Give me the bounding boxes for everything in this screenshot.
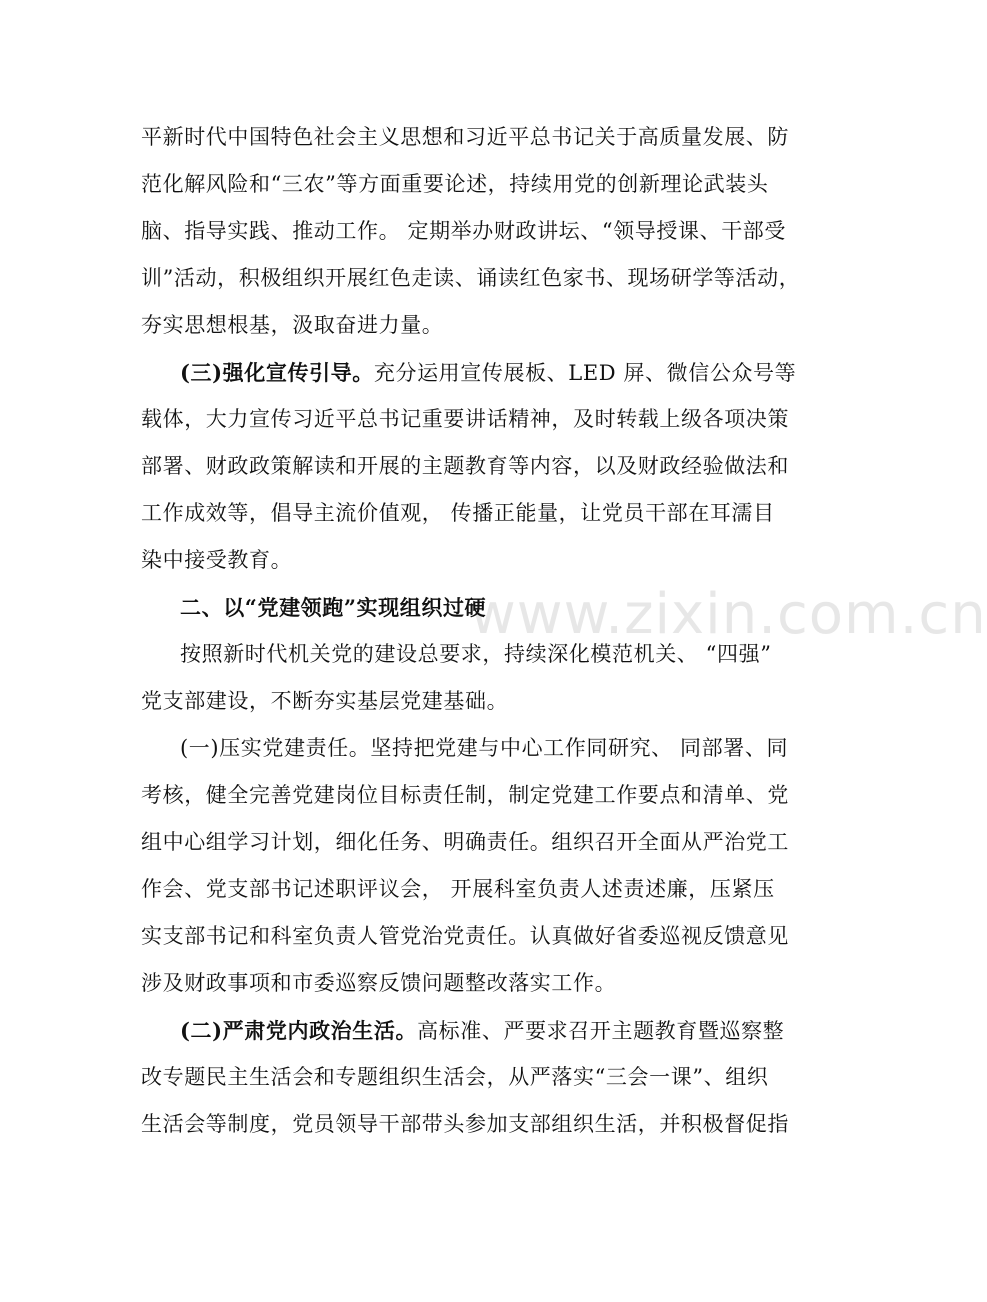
paragraph-heading: (三)强化宣传引导。 xyxy=(180,360,374,385)
text-line: 生活会等制度，党员领导干部带头参加支部组织生活，并积极督促指 xyxy=(141,1112,789,1136)
paragraph-publicity xyxy=(141,349,797,584)
paragraph-political-life xyxy=(141,1007,791,1148)
text-line: 党支部建设，不断夯实基层党建基础。 xyxy=(141,689,509,713)
paragraph-party-responsibility xyxy=(141,725,791,1007)
text-line: 载体，大力宣传习近平总书记重要讲话精神，及时转载上级各项决策 xyxy=(141,407,789,431)
paragraph-text: 高标准、严要求召开主题教育暨巡察整 xyxy=(417,1019,785,1043)
section-title: 二、以“党建领跑”实现组织过硬 xyxy=(180,595,487,620)
text-line: 实支部书记和科室负责人管党治党责任。认真做好省委巡视反馈意见 xyxy=(141,924,789,948)
text-line: 涉及财政事项和市委巡察反馈问题整改落实工作。 xyxy=(141,971,617,995)
paragraph-theory-study xyxy=(141,114,801,349)
text-line: 染中接受教育。 xyxy=(141,548,293,572)
text-line: 作会、党支部书记述职评议会， 开展科室负责人述责述廉，压紧压 xyxy=(141,877,775,901)
paragraph-heading: (二)严肃党内政治生活。 xyxy=(180,1018,418,1043)
text-line: 范化解风险和“三农”等方面重要论述，持续用党的创新理论武装头 xyxy=(141,172,769,196)
text-line: 夯实思想根基，汲取奋进力量。 xyxy=(141,313,444,337)
text-line: 考核，健全完善党建岗位目标责任制，制定党建工作要点和清单、党 xyxy=(141,783,789,807)
text-line: 脑、指导实践、推动工作。 定期举办财政讲坛、“领导授课、干部受 xyxy=(141,219,787,243)
paragraph-text: 充分运用宣传展板、LED 屏、微信公众号等 xyxy=(373,361,797,385)
text-line: 按照新时代机关党的建设总要求，持续深化模范机关、 “四强” xyxy=(180,642,772,666)
text-line: 工作成效等，倡导主流价值观， 传播正能量，让党员干部在耳濡目 xyxy=(141,501,775,525)
text-line: 改专题民主生活会和专题组织生活会，从严落实“三会一课”、组织 xyxy=(141,1065,769,1089)
text-line: 部署、财政政策解读和开展的主题教育等内容，以及财政经验做法和 xyxy=(141,454,789,478)
paragraph-section-intro xyxy=(141,631,791,725)
text-line xyxy=(141,1007,791,1054)
document-body xyxy=(141,114,801,1148)
text-line: 组中心组学习计划，细化任务、明确责任。组织召开全面从严治党工 xyxy=(141,830,789,854)
text-line xyxy=(141,349,797,396)
text-line: 训”活动，积极组织开展红色走读、诵读红色家书、现场研学等活动， xyxy=(141,266,801,290)
text-line: 平新时代中国特色社会主义思想和习近平总书记关于高质量发展、防 xyxy=(141,125,789,149)
watermark: www.zixin.com.cn xyxy=(470,582,987,647)
text-line: (一)压实党建责任。坚持把党建与中心工作同研究、 同部署、同 xyxy=(180,736,789,760)
